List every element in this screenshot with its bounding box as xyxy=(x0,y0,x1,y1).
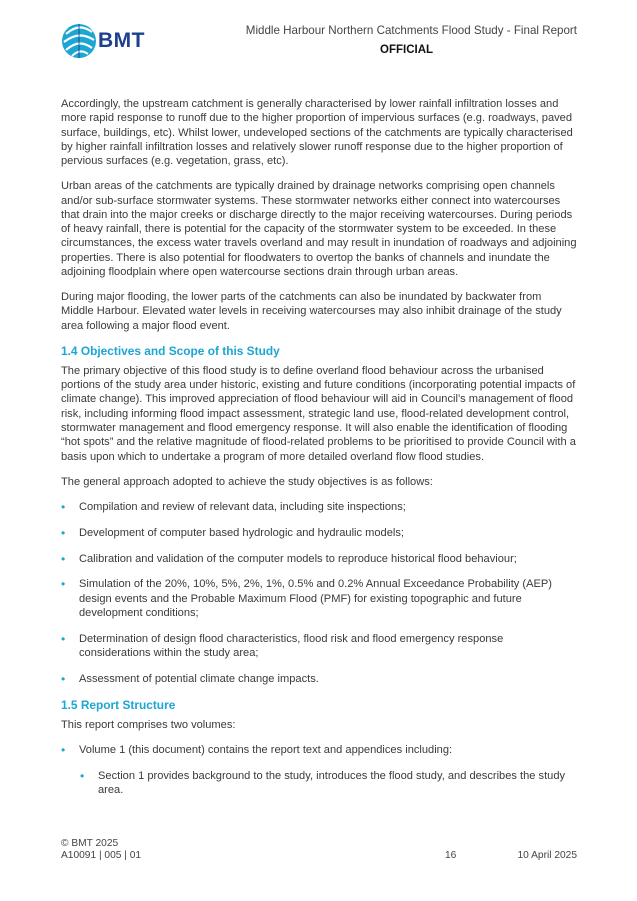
page-number: 16 xyxy=(445,850,457,862)
structure-list xyxy=(61,743,577,797)
paragraph: Accordingly, the upstream catchment is generally characterised by lower rainfall infiltration losses and more rapid response to runoff due to the higher proportion of impervious surfaces (e.g. roadways, paved surface, buildings, etc). Whilst lower, undeveloped sections of the catchments are typically characterised by higher rainfall infiltration losses and relatively slower runoff response due to the higher proportion of pervious surfaces (e.g. vegetation, grass, etc). xyxy=(61,98,573,168)
list-item: • Compilation and review of relevant data, including site inspections; xyxy=(61,500,577,514)
document-body xyxy=(61,97,577,809)
report-title: Middle Harbour Northern Catchments Flood Study - Final Report xyxy=(245,24,577,37)
paragraph: Urban areas of the catchments are typically drained by drainage networks comprising open channels and/or sub-surface stormwater systems. These stormwater networks either connect into watercourses that drain into the major creeks or discharge directly to the major receiving watercourses. During periods of heavy rainfall, there is potential for the capacity of the stormwater system to be exceeded. In these circumstances, the excess water travels overland and may result in inundation of roadways and adjoining properties. There is also potential for floodwaters to overtop the banks of channels and inundate the adjoining floodplain where open watercourse sections drain through urban areas. xyxy=(61,180,577,279)
copyright: © BMT 2025 xyxy=(61,838,119,849)
bmt-logo-emblem-icon xyxy=(60,20,100,62)
document-reference: A10091 | 005 | 01 xyxy=(61,850,142,862)
section-heading-objectives: 1.4 Objectives and Scope of this Study xyxy=(61,343,280,358)
list-item: • Calibration and validation of the computer models to reproduce historical flood behaviour; xyxy=(61,552,577,566)
list-item: • Assessment of potential climate change impacts. xyxy=(61,672,577,686)
paragraph: The primary objective of this flood study is to define overland flood behaviour across the urbanised portions of the study area under historic, existing and future conditions (incorporating potential impacts of climate change). This improved appreciation of flood behaviour will aid in Council’s management of flood risk, including informing flood impact assessment, strategic land use, flood-related development control, stormwater management and flood emergency response. It will also enable the identification of flooding “hot spots” and the relative magnitude of flood-related problems to be prioritised to provide Council with a basis upon which to undertake a program of more detailed overland flow flood studies. xyxy=(61,364,576,463)
footer-date: 10 April 2025 xyxy=(517,850,577,862)
paragraph: The general approach adopted to achieve the study objectives is as follows: xyxy=(61,475,433,488)
approach-list xyxy=(61,500,577,687)
page-footer xyxy=(61,838,577,863)
list-item: • Volume 1 (this document) contains the report text and appendices including: xyxy=(61,743,577,757)
classification-label: OFFICIAL xyxy=(380,44,434,56)
list-item: • Development of computer based hydrologic and hydraulic models; xyxy=(61,526,577,540)
paragraph: During major flooding, the lower parts of the catchments can also be inundated by backwater from Middle Harbour. Elevated water levels in receiving watercourses may also inhibit drainage of the study area following a major flood event. xyxy=(61,291,562,332)
logo-text: BMT xyxy=(98,29,145,52)
bmt-logo xyxy=(60,20,150,62)
paragraph: This report comprises two volumes: xyxy=(61,719,236,732)
list-item: • Determination of design flood characteristics, flood risk and flood emergency response considerations within the study area; xyxy=(61,632,577,661)
sub-list-item: • Section 1 provides background to the study, introduces the flood study, and describes the study area. xyxy=(80,769,577,798)
section-heading-report-structure: 1.5 Report Structure xyxy=(61,698,176,713)
list-item: • Simulation of the 20%, 10%, 5%, 2%, 1%, 0.5% and 0.2% Annual Exceedance Probability (AEP) design events and the Probable Maximum Flood (PMF) for existing topographic and future development conditions; xyxy=(61,577,577,620)
